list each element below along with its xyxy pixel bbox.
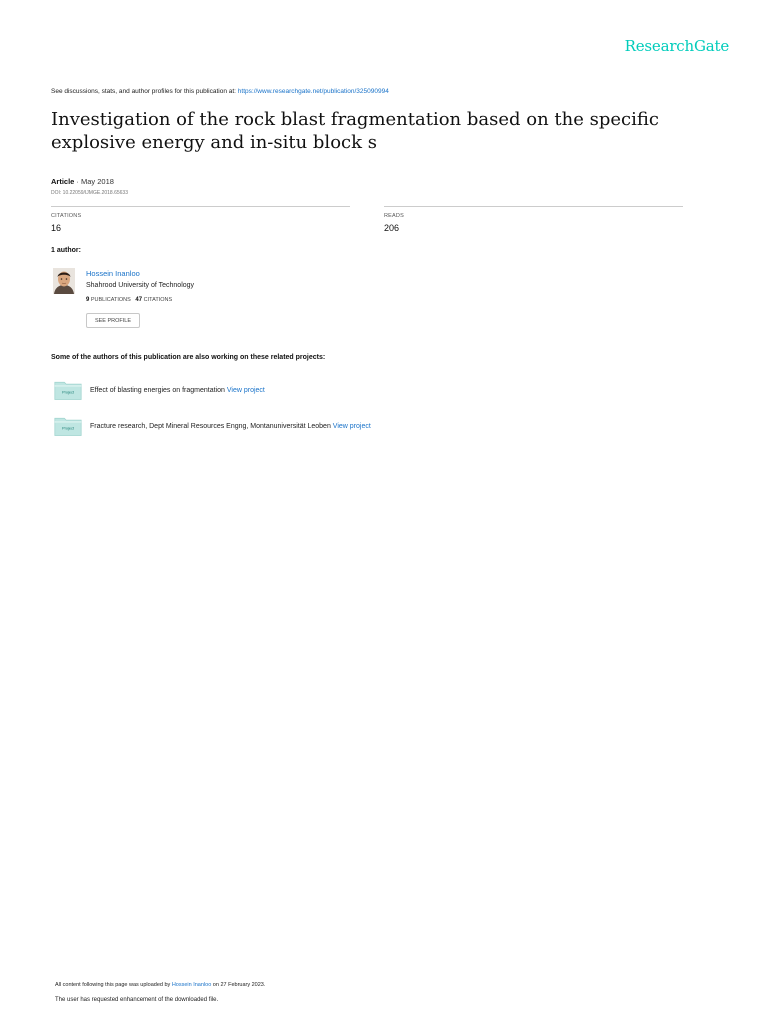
- reads-divider: [384, 206, 683, 207]
- researchgate-logo[interactable]: ResearchGate: [624, 37, 729, 55]
- author-name[interactable]: Hossein Inanloo: [86, 269, 140, 278]
- discussions-text: See discussions, stats, and author profiles for this publication at:: [51, 88, 238, 95]
- article-meta: [51, 177, 114, 186]
- upload-prefix: All content following this page was uploaded by: [55, 982, 172, 988]
- reads-value: 206: [384, 223, 400, 233]
- project-icon-label: Project: [62, 390, 74, 395]
- citations-label: CITATIONS: [51, 213, 82, 219]
- project-title: Effect of blasting energies on fragmentation: [90, 387, 227, 394]
- citations-divider: [51, 206, 350, 207]
- project-item: [90, 387, 265, 394]
- project-title: Fracture research, Dept Mineral Resources Engng, Montanuniversität Leoben: [90, 423, 333, 430]
- project-item: [90, 423, 371, 430]
- publication-link[interactable]: https://www.researchgate.net/publication/325090994: [237, 88, 389, 95]
- citations-value: 16: [51, 223, 62, 233]
- view-project-link[interactable]: View project: [332, 423, 371, 430]
- article-type: Article: [51, 177, 75, 186]
- publication-title: Investigation of the rock blast fragmentation based on the specific explosive energy and in-situ block s: [51, 109, 659, 153]
- project-folder-icon: [53, 416, 83, 441]
- author-citations-label: CITATIONS: [143, 297, 173, 303]
- project-folder-icon: [53, 380, 83, 405]
- reads-label: READS: [384, 213, 404, 219]
- publications-label: PUBLICATIONS: [90, 297, 131, 303]
- doi: DOI: 10.22059/IJMGE.2018.65633: [51, 190, 128, 196]
- author-counts: [86, 297, 172, 303]
- authors-heading: 1 author:: [51, 247, 81, 254]
- publications-count: 9: [86, 297, 90, 303]
- project-icon-label: Project: [62, 426, 74, 431]
- see-profile-button[interactable]: SEE PROFILE: [86, 313, 140, 328]
- article-date: · May 2018: [74, 177, 114, 186]
- author-avatar[interactable]: [53, 268, 75, 294]
- author-citations-count: 47: [135, 297, 143, 303]
- related-projects-heading: Some of the authors of this publication are also working on these related projects:: [51, 354, 326, 361]
- discussions-line: [51, 88, 389, 95]
- author-affiliation: Shahrood University of Technology: [86, 282, 195, 289]
- enhancement-note: The user has requested enhancement of the downloaded file.: [55, 997, 219, 1003]
- upload-suffix: on 27 February 2023.: [211, 982, 266, 988]
- view-project-link[interactable]: View project: [226, 387, 265, 394]
- avatar-photo-icon: [53, 268, 75, 294]
- uploader-link[interactable]: Hossein Inanloo: [171, 982, 212, 988]
- upload-note: [55, 982, 265, 988]
